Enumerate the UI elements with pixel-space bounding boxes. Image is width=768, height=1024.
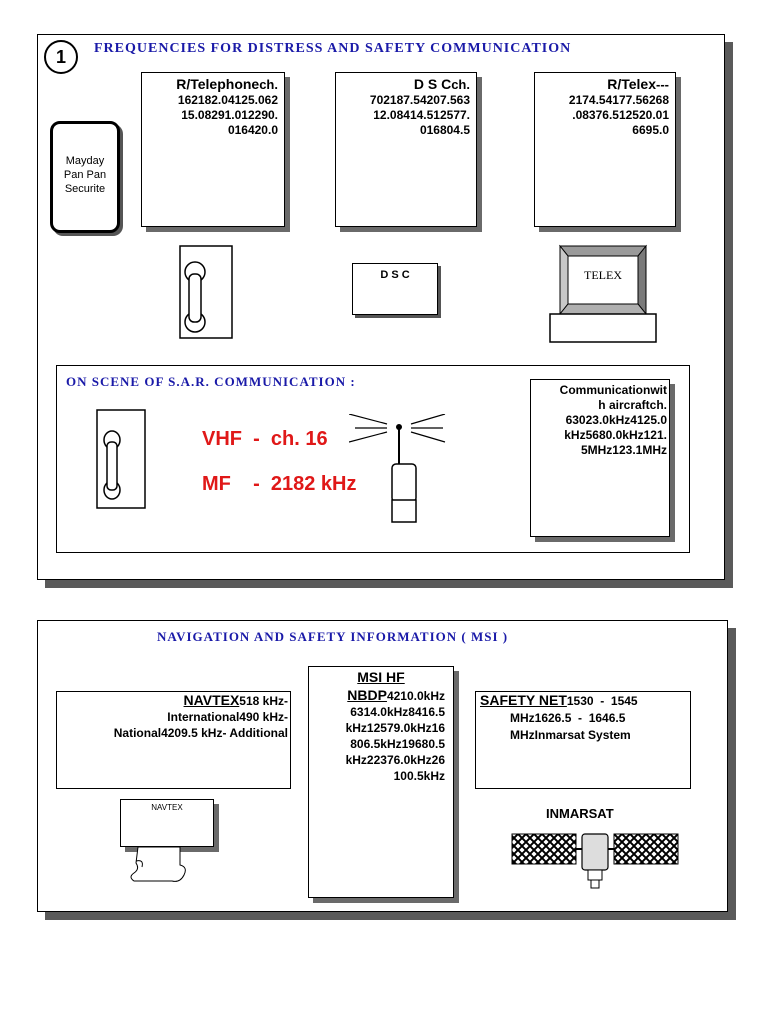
rtelephone-head-suffix: ch. xyxy=(259,77,278,92)
rtelephone-line: 162182.04125.062 xyxy=(177,93,278,107)
nbdp-head-rest: 4210.0kHz xyxy=(386,689,445,703)
section1-title: FREQUENCIES FOR DISTRESS AND SAFETY COMMUNICATION xyxy=(94,41,572,56)
rtelex-head-suffix: --- xyxy=(656,77,669,92)
antenna-radio-icon xyxy=(349,414,449,524)
msi-hf-line: 806.5kHz19680.5 xyxy=(350,737,445,751)
rtelex-line: 2174.54177.56268 xyxy=(568,93,669,107)
telex-terminal-icon xyxy=(548,242,658,344)
rtelephone-line: 016420.0 xyxy=(227,123,278,137)
safety-net-head-rest: 1530 - 1545 xyxy=(566,694,638,708)
securite-label: Securite xyxy=(64,183,106,195)
msi-hf-head: MSI HF xyxy=(357,669,405,685)
mayday-label: Mayday xyxy=(65,155,105,167)
dsc-head: D S C xyxy=(413,76,452,92)
msi-hf-line: kHz22376.0kHz26 xyxy=(345,753,445,767)
handset-icon xyxy=(176,242,236,342)
safety-net-line: MHz1626.5 - 1646.5 xyxy=(510,711,626,725)
panpan-label: Pan Pan xyxy=(63,169,107,181)
aircraft-line: 63023.0kHz4125.0 xyxy=(565,413,667,427)
navtex-box xyxy=(56,691,291,789)
sar-panel xyxy=(56,365,690,553)
aircraft-line: Communicationwit xyxy=(559,383,667,397)
inmarsat-label: INMARSAT xyxy=(546,806,614,821)
aircraft-comm-box xyxy=(530,379,670,537)
navtex-head-rest: 518 kHz- xyxy=(239,694,288,708)
safety-net-head: SAFETY NET xyxy=(480,692,567,708)
aircraft-line: h aircraftch. xyxy=(598,398,667,412)
msi-panel xyxy=(37,620,728,912)
nbdp-head: NBDP xyxy=(347,687,387,703)
sar-title: ON SCENE OF S.A.R. COMMUNICATION : xyxy=(66,374,356,389)
vhf-label: VHF - ch. 16 xyxy=(202,428,328,450)
dsc-device-label: D S C xyxy=(380,269,410,281)
rtelex-head: R/Telex xyxy=(607,76,656,92)
section2-title: NAVIGATION AND SAFETY INFORMATION ( MSI ) xyxy=(157,629,509,644)
mayday-box xyxy=(50,121,120,233)
rtelephone-head: R/Telephone xyxy=(176,76,260,92)
msi-hf-line: 6314.0kHz8416.5 xyxy=(350,705,445,719)
mf-label: MF - 2182 kHz xyxy=(202,473,357,495)
dsc-box xyxy=(335,72,477,227)
msi-hf-line: kHz12579.0kHz16 xyxy=(345,721,445,735)
rtelex-box xyxy=(534,72,676,227)
aircraft-line: kHz5680.0kHz121. xyxy=(564,428,667,442)
distress-safety-panel xyxy=(37,34,725,580)
navtex-printer-icon xyxy=(120,799,214,847)
section-number: 1 xyxy=(44,40,78,74)
telex-device-label: TELEX xyxy=(584,268,622,282)
msi-hf-box xyxy=(308,666,454,898)
rtelex-line: .08376.512520.01 xyxy=(572,108,669,122)
dsc-line: 702187.54207.563 xyxy=(369,93,470,107)
aircraft-line: 5MHz123.1MHz xyxy=(580,443,667,457)
msi-hf-line: 100.5kHz xyxy=(393,769,445,783)
safety-net-line: MHzInmarsat System xyxy=(510,728,631,742)
navtex-paper-icon xyxy=(130,847,192,887)
satellite-icon xyxy=(510,826,680,892)
navtex-device-label: NAVTEX xyxy=(151,803,183,812)
dsc-line: 12.08414.512577. xyxy=(373,108,470,122)
handset-icon xyxy=(95,408,147,512)
navtex-head: NAVTEX xyxy=(183,692,240,708)
rtelephone-box xyxy=(141,72,285,227)
rtelex-line: 6695.0 xyxy=(632,123,669,137)
rtelephone-line: 15.08291.012290. xyxy=(181,108,278,122)
dsc-device-icon xyxy=(352,263,438,315)
navtex-line: National4209.5 kHz- Additional xyxy=(113,726,288,740)
navtex-line: International490 kHz- xyxy=(167,710,288,724)
dsc-line: 016804.5 xyxy=(419,123,470,137)
dsc-head-suffix: ch. xyxy=(451,77,470,92)
safety-net-box xyxy=(475,691,691,789)
